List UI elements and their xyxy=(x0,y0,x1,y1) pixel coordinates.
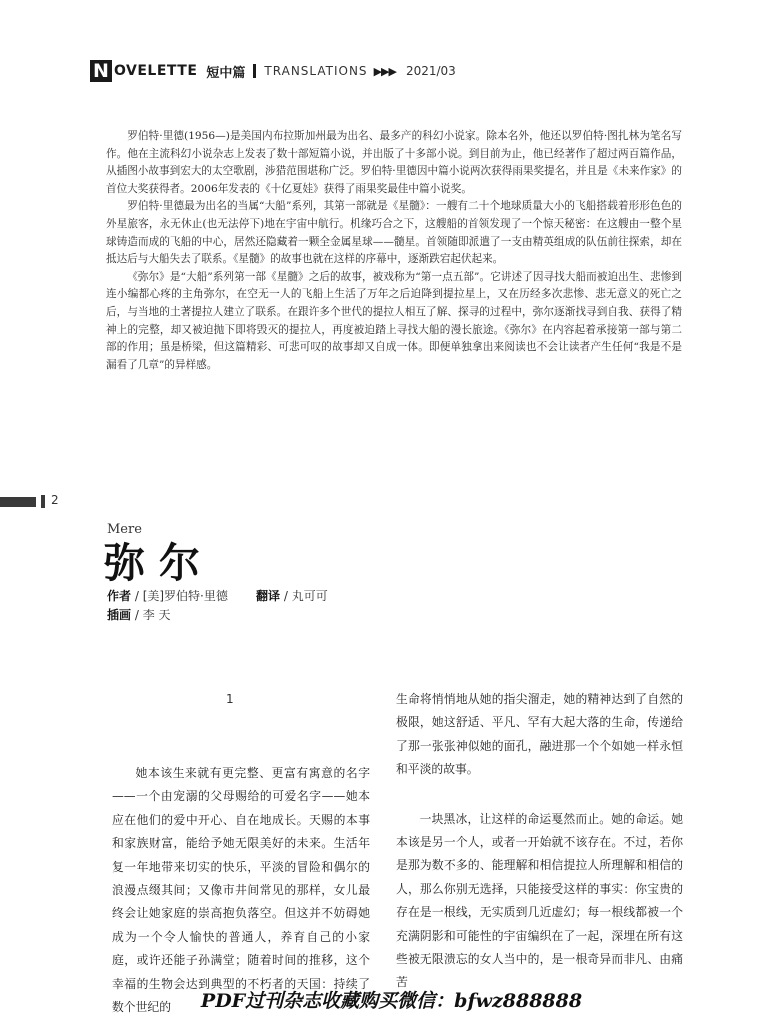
illustrator-label: 插画 xyxy=(107,608,132,622)
body-column-left xyxy=(112,762,370,1019)
author-label: 作者 xyxy=(107,589,132,603)
body-paragraph: 她本该生来就有更完整、更富有寓意的名字——一个由宠溺的父母赐给的可爱名字——她本应在他们的爱中开心、自在地成长。天赐的本事和家族财富，能给予她无限美好的未来。生活年复一年地带来切实的快乐，平淡的冒险和偶尔的浪漫点缀其间；又像市井间常见的那样，女儿最终会让她家庭的崇高抱负落空。但这并不妨碍她成为一个令人愉快的普通人，养育自己的小家庭，或许还能子孙满堂；随着时间的推移，这个幸福的生物会达到典型的不朽者的天国：持续了数个世纪的 xyxy=(112,766,370,1015)
illustrator-credit: 插画 / 李 天 xyxy=(107,608,171,622)
issue-date: 2021/03 xyxy=(405,64,456,78)
intro-block xyxy=(106,128,682,374)
intro-paragraph: 《弥尔》是“大船”系列第一部《星髓》之后的故事，被戏称为“第一点五部”。它讲述了因寻找大船而被迫出生、悲惨到连小编都心疼的主角弥尔，在空无一人的飞船上生活了万年之后迫降到提拉星上，又在历经多次悲惨、悲无意义的死亡之后，与当地的土著提拉人建立了联系。在跟许多个世代的提拉人相互了解、探寻的过程中，弥尔逐渐找寻到自我、获得了精神上的完整，却又被迫抛下即将毁灭的提拉人，再度被迫踏上寻找大船的漫长旅途。《弥尔》在内容起着承接第一部与第二部的作用；虽是桥梁，但这篇精彩、可悲可叹的故事却又自成一体。即便单独拿出来阅读也不会让读者产生任何“我是不是漏看了几章”的异样感。 xyxy=(106,270,682,371)
body-column-right xyxy=(396,688,683,995)
column-label: TRANSLATIONS xyxy=(264,64,368,78)
magazine-header xyxy=(90,58,456,84)
page-marker-bar xyxy=(0,497,36,507)
arrows-icon: ▶▶▶ xyxy=(373,64,396,78)
body-paragraph: 生命将悄悄地从她的指尖溜走，她的精神达到了自然的极限，她这舒适、平凡、罕有大起大落的生命，传递给了那一张张神似她的面孔，融进那一个个如她一样永恒和平淡的故事。 xyxy=(396,692,683,777)
header-divider xyxy=(253,64,256,78)
title-chinese: 弥尔 xyxy=(104,539,214,587)
translator-label: 翻译 xyxy=(256,589,281,603)
illustrator-name: 李 天 xyxy=(142,608,171,622)
body-paragraph: 一块黑冰，让这样的命运戛然而止。她的命运。她本该是另一个人，或者一开始就不该存在。不过，若你是那为数不多的、能理解和相信提拉人所理解和相信的人，那么你别无选择，只能接受这样的事实：你宝贵的存在是一根线，无实质到几近虚幻；每一根线都被一个充满阴影和可能性的宇宙编织在了一起，深埋在所有这些被无限溃忘的女人当中的，是一根奇异而非凡、由痛苦 xyxy=(396,811,683,990)
intro-paragraph: 罗伯特·里德最为出名的当属“大船”系列，其第一部就是《星髓》：一艘有二十个地球质量大小的飞船搭载着形形色色的外星旅客，永无休止(也无法停下)地在宇宙中航行。机缘巧合之下，这艘船的首领发现了一个惊天秘密：在这艘由一整个星球铸造而成的飞船的中心，居然还隐藏着一颗全金属星球——髓星。首领随即派遣了一支由精英组成的队伍前往探索，却在抵达后与大船失去了联系。《星髓》的故事也就在这样的序幕中，逐渐跌宕起伏起来。 xyxy=(106,200,682,266)
logo-letter: N xyxy=(90,60,112,82)
section-name: OVELETTE xyxy=(114,63,198,79)
author-name: [美]罗伯特·里德 xyxy=(142,589,228,603)
section-number: 1 xyxy=(226,692,234,706)
promo-watermark: PDF过刊杂志收藏购买微信：bfwz888888 xyxy=(200,990,583,1012)
author-credit: 作者 / [美]罗伯特·里德 xyxy=(107,589,228,603)
translator-name: 丸可可 xyxy=(291,589,328,603)
title-english: Mere xyxy=(107,522,142,537)
translator-credit: 翻译 / 丸可可 xyxy=(256,589,328,603)
paragraph-gap xyxy=(396,782,683,808)
page-number: 2 xyxy=(51,493,59,507)
intro-paragraph: 罗伯特·里德(1956—)是美国内布拉斯加州最为出名、最多产的科幻小说家。除本名外，他还以罗伯特·图扎林为笔名写作。他在主流科幻小说杂志上发表了数十部短篇小说，并出版了十多部小说。到目前为止，他已经著作了超过两百篇作品，从插图小故事到宏大的太空歌剧，涉猎范围堪称广泛。罗伯特·里德因中篇小说两次获得雨果奖提名，并且是《未来作家》的首位大奖获得者。2006年发表的《十亿夏娃》获得了雨果奖最佳中篇小说奖。 xyxy=(106,130,682,195)
category-label: 短中篇 xyxy=(206,65,246,81)
page-marker-tick xyxy=(41,495,45,508)
